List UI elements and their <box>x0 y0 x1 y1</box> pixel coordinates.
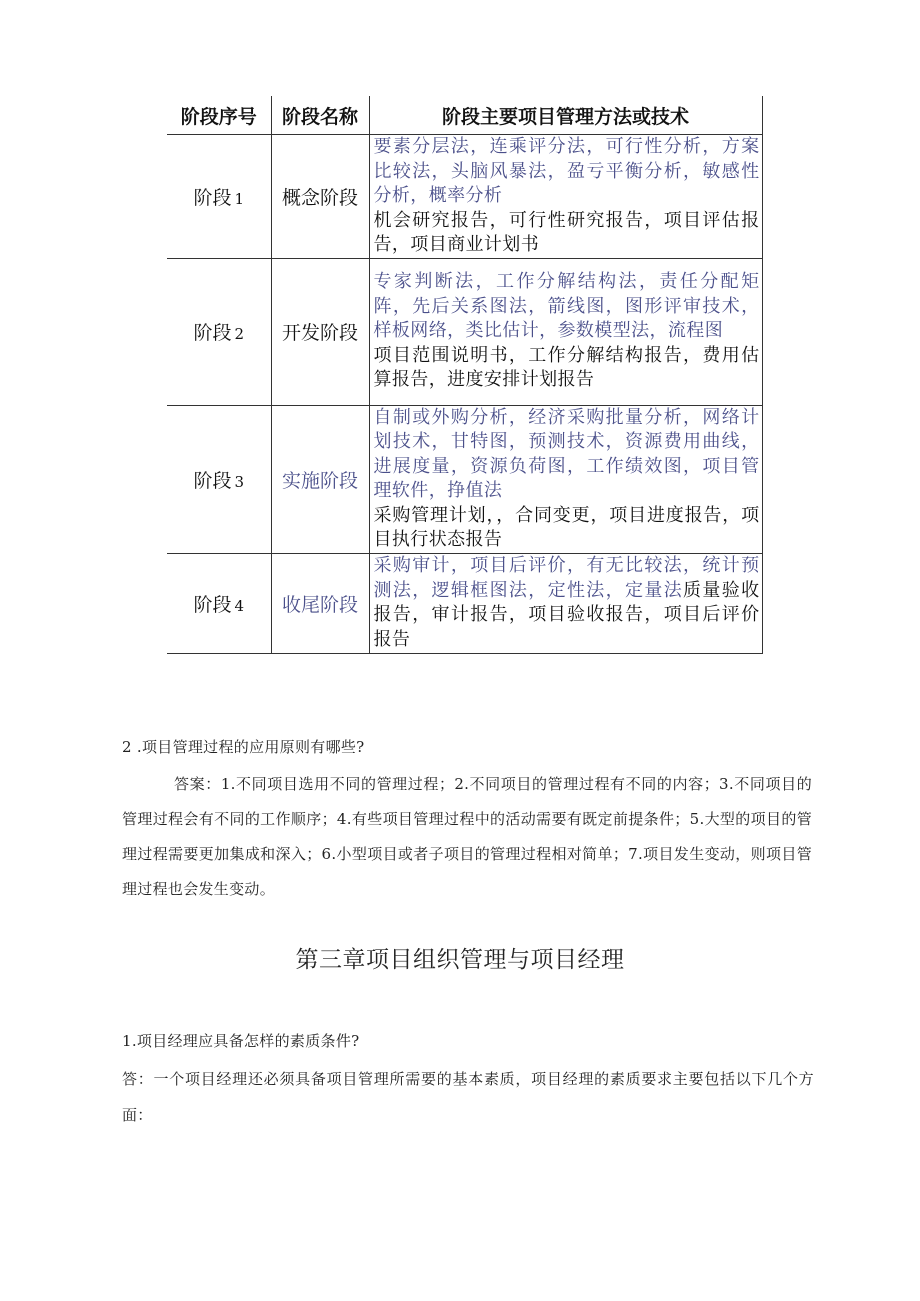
stage-number-cell <box>167 553 271 653</box>
header-methods: 阶段主要项目管理方法或技术 <box>369 96 762 135</box>
methods-cell <box>369 553 762 653</box>
stage-label: 阶段 <box>193 469 232 492</box>
stage-methods-table <box>167 96 763 654</box>
stage-label: 阶段 <box>193 186 232 209</box>
outputs-text: 采购管理计划，，合同变更，项目进度报告，项目执行状态报告 <box>373 504 760 550</box>
outputs-text: 质量验收报告，审计报告，项目验收报告，项目后评价报告 <box>373 579 760 650</box>
stage-num: 4 <box>234 596 245 615</box>
methods-text: 采购审计，项目后评价，有无比较法，统计预测法，逻辑框图法，定性法，定量法 <box>373 555 760 601</box>
outputs-text: 机会研究报告，可行性研究报告，项目评估报告，项目商业计划书 <box>373 209 760 255</box>
table-row <box>167 258 762 405</box>
question-3-answer: 答：一个项目经理还必须具备项目管理所需要的基本素质，项目经理的素质要求主要包括以下几个方面： <box>122 1070 814 1124</box>
stage-name-cell: 概念阶段 <box>271 135 369 259</box>
stage-name-cell: 开发阶段 <box>271 258 369 405</box>
stage-label: 阶段 <box>193 322 232 344</box>
stage-num: 2 <box>234 325 245 343</box>
question-3-title: 1.项目经理应具备怎样的素质条件? <box>122 1032 360 1050</box>
header-stage-number: 阶段序号 <box>167 96 271 135</box>
methods-cell <box>369 405 762 553</box>
stage-number-cell <box>167 405 271 553</box>
question-2-answer: 答案：1.不同项目选用不同的管理过程；2.不同项目的管理过程有不同的内容；3.不同项目的管理过程会有不同的工作顺序；4.有些项目管理过程中的活动需要有既定前提条件；5.大型的项目的管理过程需要更加集成和深入；6.小型项目或者子项目的管理过程相对简单；7.项目发生变动，则项目管理过程也会发生变动。 <box>122 775 812 898</box>
table-row <box>167 405 762 553</box>
stage-name-cell: 收尾阶段 <box>271 553 369 653</box>
methods-text: 专家判断法，工作分解结构法，责任分配矩阵，先后关系图法，箭线图，图形评审技术，样板网络，类比估计，参数模型法，流程图 <box>373 271 760 342</box>
stage-num: 1 <box>234 189 245 208</box>
methods-text: 自制或外购分析，经济采购批量分析，网络计划技术，甘特图，预测技术，资源费用曲线，进展度量，资源负荷图，工作绩效图，项目管理软件，挣值法 <box>373 406 760 501</box>
outputs-text: 项目范围说明书，工作分解结构报告，费用估算报告，进度安排计划报告 <box>373 344 760 391</box>
methods-cell <box>369 258 762 405</box>
stage-name-cell: 实施阶段 <box>271 405 369 553</box>
question-2-title: 2 .项目管理过程的应用原则有哪些? <box>122 738 365 756</box>
table-row <box>167 135 762 259</box>
chapter-title: 第三章项目组织管理与项目经理 <box>295 947 625 973</box>
methods-text: 要素分层法，连乘评分法，可行性分析，方案比较法，头脑风暴法，盈亏平衡分析，敏感性分析，概率分析 <box>373 136 760 206</box>
stage-number-cell <box>167 135 271 259</box>
methods-cell <box>369 135 762 259</box>
stage-label: 阶段 <box>193 593 232 616</box>
stage-num: 3 <box>234 472 245 491</box>
table-row <box>167 553 762 653</box>
header-stage-name: 阶段名称 <box>271 96 369 135</box>
stage-number-cell <box>167 258 271 405</box>
table-header-row <box>167 96 762 135</box>
